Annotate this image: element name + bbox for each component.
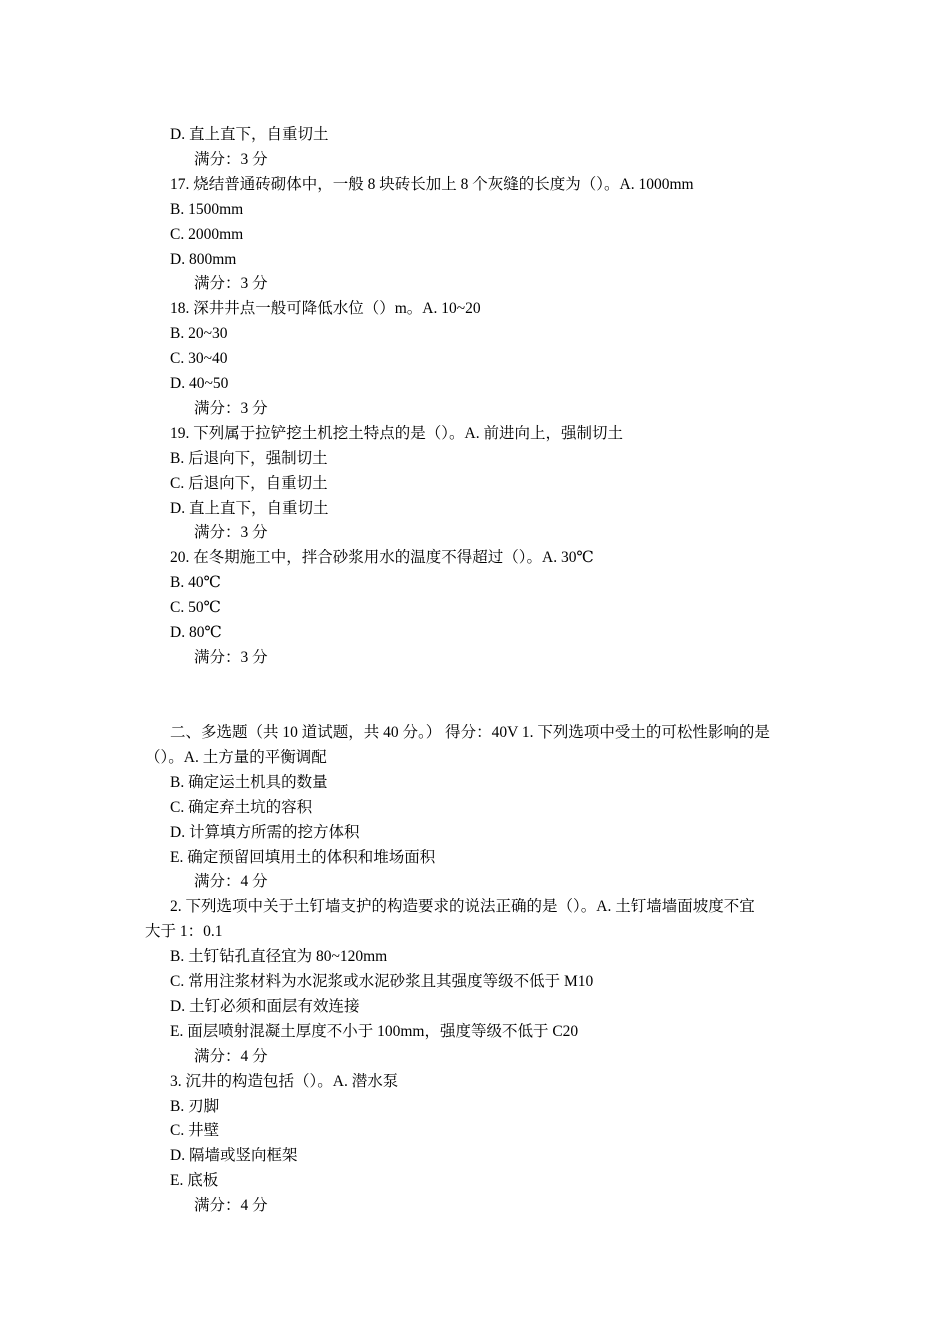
option-line: E. 面层喷射混凝土厚度不小于 100mm，强度等级不低于 C20 [170,1022,579,1040]
question-line: 19. 下列属于拉铲挖土机挖土特点的是（）。A. 前进向上，强制切土 [170,424,623,442]
option-line: E. 确定预留回填用土的体积和堆场面积 [170,848,436,866]
option-line: B. 确定运土机具的数量 [170,773,328,791]
option-line: D. 隔墙或竖向框架 [170,1147,298,1165]
option-line: B. 刃脚 [170,1097,220,1115]
option-line: B. 土钉钻孔直径宜为 80~120mm [170,948,388,966]
option-line: C. 30~40 [170,350,228,368]
score-line: 满分：3 分 [194,275,268,293]
option-line: D. 计算填方所需的挖方体积 [170,823,360,841]
question-continuation-line: 大于 1：0.1 [145,923,223,941]
option-line: C. 常用注浆材料为水泥浆或水泥砂浆且其强度等级不低于 M10 [170,973,594,990]
option-line: C. 后退向下，自重切土 [170,474,328,492]
option-line: B. 后退向下，强制切土 [170,449,328,467]
option-line: D. 40~50 [170,375,229,392]
score-line: 满分：4 分 [194,1197,268,1215]
option-line: D. 直上直下，自重切土 [170,126,329,143]
score-line: 满分：4 分 [194,1047,268,1065]
score-line: 满分：3 分 [194,399,268,417]
question-line: 18. 深井井点一般可降低水位（）m。A. 10~20 [170,300,481,318]
score-line: 满分：4 分 [194,873,268,891]
score-line: 满分：3 分 [194,150,268,168]
option-line: D. 直上直下，自重切土 [170,499,329,517]
option-line: D. 土钉必须和面层有效连接 [170,997,360,1015]
score-line: 满分：3 分 [194,648,268,666]
option-line: C. 井壁 [170,1122,220,1140]
option-line: C. 2000mm [170,225,244,243]
option-line: C. 确定弃土坑的容积 [170,798,313,816]
option-line: B. 20~30 [170,325,228,343]
option-line: D. 800mm [170,250,237,268]
option-line: C. 50℃ [170,599,221,617]
question-line: 3. 沉井的构造包括（）。A. 潜水泵 [170,1072,399,1090]
question-line: 二、多选题（共 10 道试题，共 40 分。） 得分：40V 1. 下列选项中受土的可松性影响的是 [170,724,770,741]
question-line: 17. 烧结普通砖砌体中，一般 8 块砖长加上 8 个灰缝的长度为（）。A. 1000mm [170,175,694,193]
question-line: 2. 下列选项中关于土钉墙支护的构造要求的说法正确的是（）。A. 土钉墙墙面坡度不宜 [170,898,755,916]
question-line: 20. 在冬期施工中，拌合砂浆用水的温度不得超过（）。A. 30℃ [170,549,594,567]
option-line: E. 底板 [170,1172,219,1190]
option-line: D. 80℃ [170,624,222,641]
question-continuation-line: （）。A. 土方量的平衡调配 [145,748,327,766]
score-line: 满分：3 分 [194,524,268,542]
option-line: B. 40℃ [170,574,221,592]
option-line: B. 1500mm [170,200,244,218]
